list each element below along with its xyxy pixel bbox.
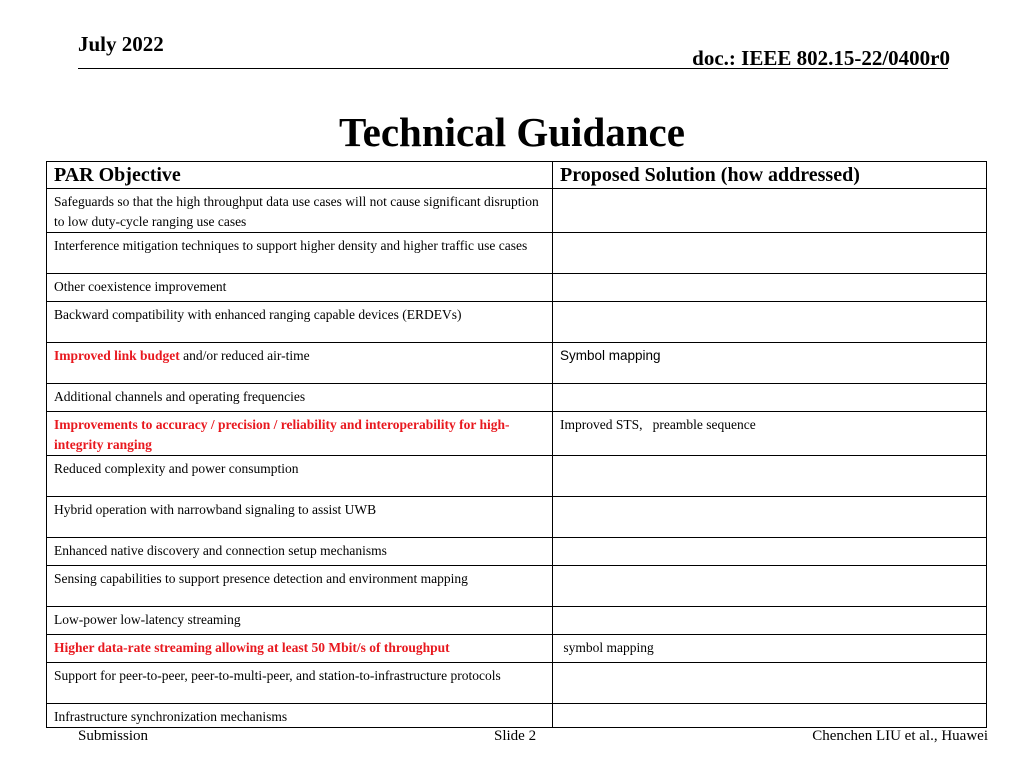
- solution-cell: [553, 233, 987, 274]
- footer-submission: Submission: [78, 728, 149, 744]
- table-row: [47, 456, 987, 497]
- table-row: [47, 704, 987, 728]
- header-doc-id: doc.: IEEE 802.15-22/0400r0: [692, 46, 950, 70]
- table-row: [47, 302, 987, 343]
- objective-cell: Additional channels and operating frequencies: [47, 384, 553, 412]
- guidance-table: [46, 161, 987, 728]
- table-row: [47, 538, 987, 566]
- footer-slide-number: Slide 2: [494, 728, 537, 744]
- table-row: [47, 274, 987, 302]
- table-row: [47, 233, 987, 274]
- objective-cell: [47, 635, 553, 663]
- table-row: [47, 663, 987, 704]
- table-header-row: [47, 162, 987, 189]
- table-row: [47, 384, 987, 412]
- objective-cell: Interference mitigation techniques to support higher density and higher traffic use cases: [47, 233, 553, 274]
- header-date: July 2022: [78, 32, 164, 56]
- objective-cell: Other coexistence improvement: [47, 274, 553, 302]
- solution-cell: Improved STS, preamble sequence: [553, 412, 987, 456]
- highlighted-objective: Improved link budget: [54, 348, 180, 363]
- objective-cell: Enhanced native discovery and connection setup mechanisms: [47, 538, 553, 566]
- table-row: [47, 497, 987, 538]
- footer-author: Chenchen LIU et al., Huawei: [812, 728, 988, 744]
- table-row: [47, 189, 987, 233]
- objective-text: and/or reduced air-time: [179, 348, 310, 363]
- objective-cell: Low-power low-latency streaming: [47, 607, 553, 635]
- header-divider: [78, 68, 948, 69]
- solution-cell: [553, 189, 987, 233]
- highlighted-objective: Improvements to accuracy / precision / reliability and interoperability for high-integrity ranging: [54, 417, 510, 452]
- table-row: [47, 412, 987, 456]
- solution-cell: [553, 302, 987, 343]
- table-row: [47, 343, 987, 384]
- objective-cell: Sensing capabilities to support presence detection and environment mapping: [47, 566, 553, 607]
- objective-cell: Backward compatibility with enhanced ranging capable devices (ERDEVs): [47, 302, 553, 343]
- objective-cell: Safeguards so that the high throughput data use cases will not cause significant disruption to low duty-cycle ranging use cases: [47, 189, 553, 233]
- solution-cell: [553, 497, 987, 538]
- solution-cell: symbol mapping: [553, 635, 987, 663]
- solution-cell: [553, 384, 987, 412]
- highlighted-objective: Higher data-rate streaming allowing at least 50 Mbit/s of throughput: [54, 640, 450, 655]
- col-header-proposed-solution: Proposed Solution (how addressed): [553, 162, 987, 189]
- objective-cell: Infrastructure synchronization mechanisms: [47, 704, 553, 728]
- objective-cell: Reduced complexity and power consumption: [47, 456, 553, 497]
- objective-cell: Hybrid operation with narrowband signaling to assist UWB: [47, 497, 553, 538]
- table-row: [47, 607, 987, 635]
- solution-cell: [553, 274, 987, 302]
- solution-cell: [553, 456, 987, 497]
- objective-cell: Support for peer-to-peer, peer-to-multi-peer, and station-to-infrastructure protocols: [47, 663, 553, 704]
- solution-cell: [553, 704, 987, 728]
- solution-cell: [553, 663, 987, 704]
- col-header-par-objective: PAR Objective: [47, 162, 553, 189]
- slide-title: Technical Guidance: [339, 109, 685, 155]
- solution-cell: [553, 607, 987, 635]
- solution-cell: [553, 538, 987, 566]
- objective-cell: [47, 412, 553, 456]
- solution-cell: Symbol mapping: [553, 343, 987, 384]
- solution-cell: [553, 566, 987, 607]
- table-row: [47, 635, 987, 663]
- table-row: [47, 566, 987, 607]
- objective-cell: [47, 343, 553, 384]
